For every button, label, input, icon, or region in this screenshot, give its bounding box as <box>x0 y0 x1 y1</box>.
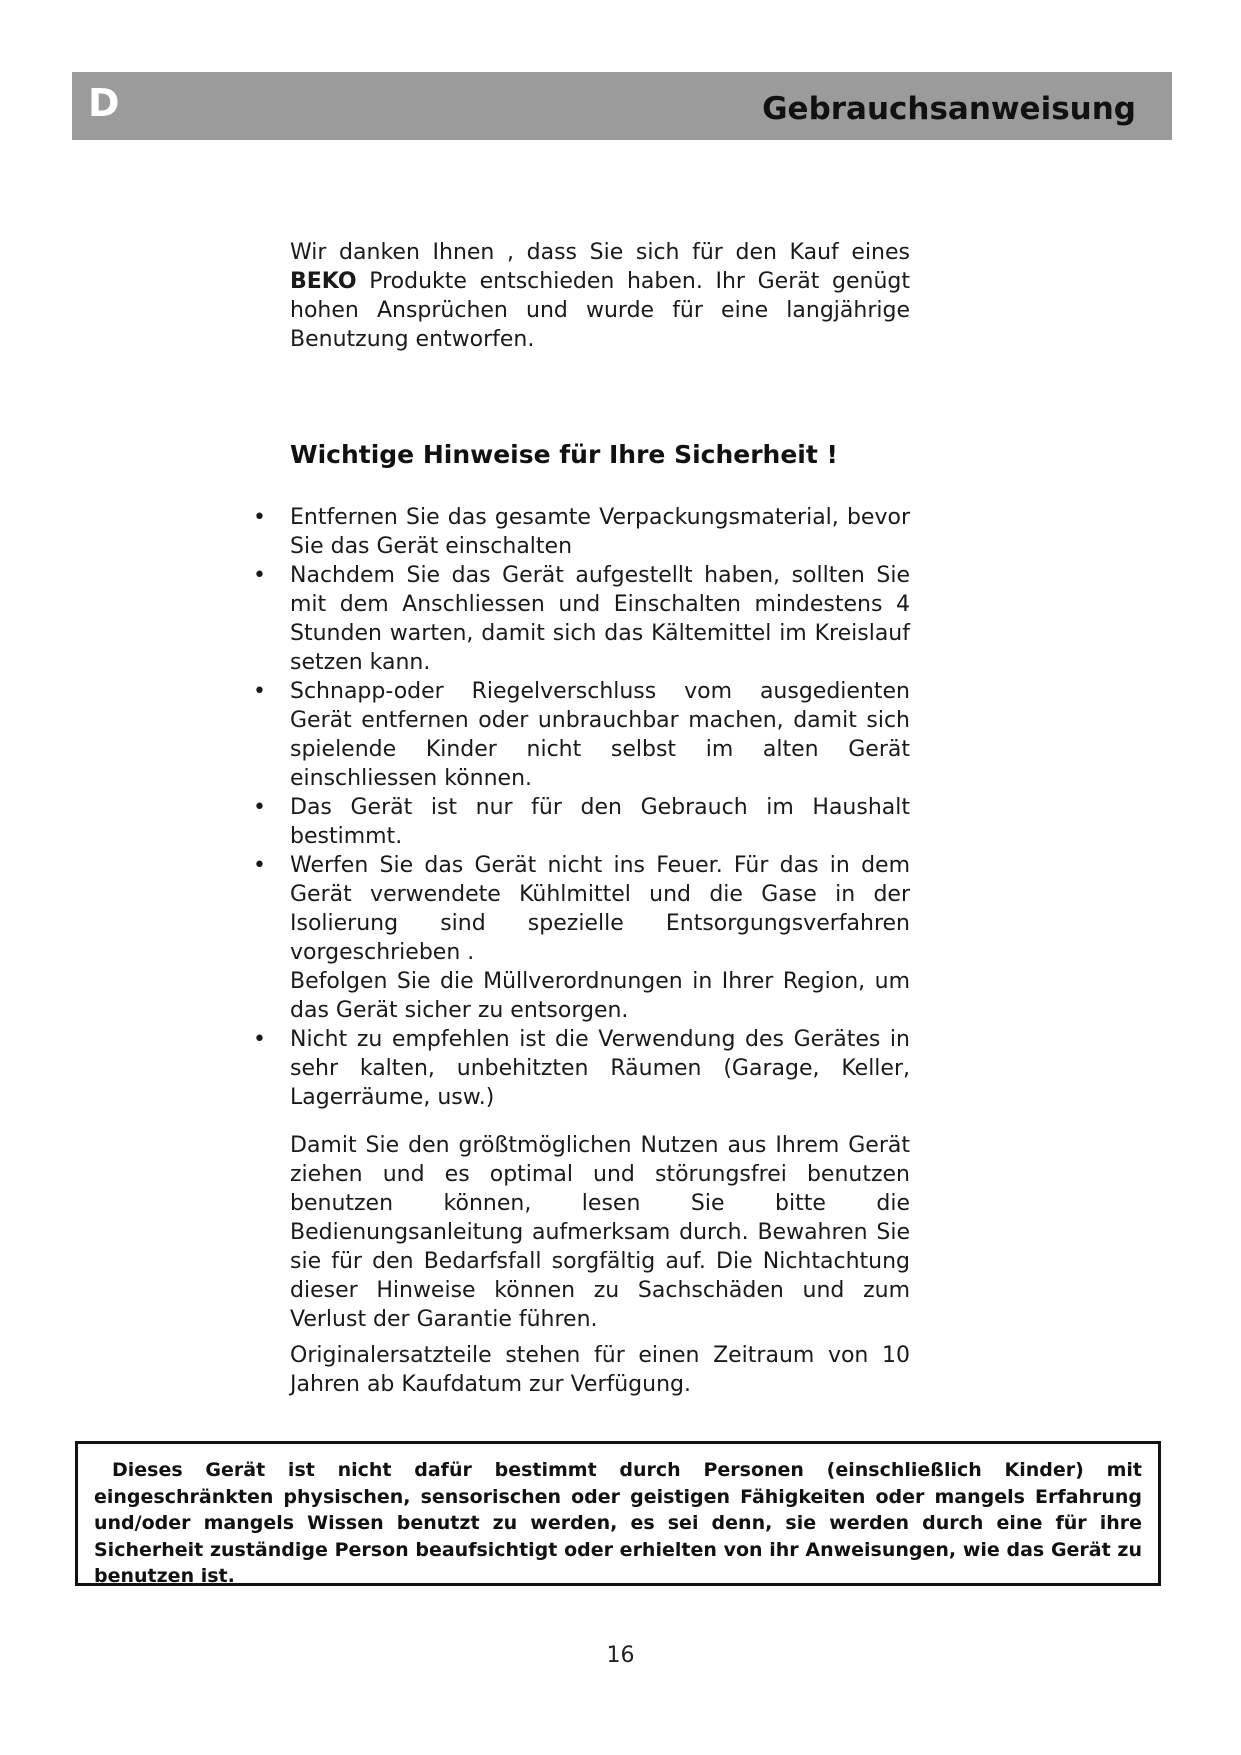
list-item-text: Das Gerät ist nur für den Gebrauch im Haushalt bestimmt. <box>290 795 910 849</box>
page-header <box>72 72 1172 140</box>
list-item <box>290 793 910 851</box>
list-item <box>290 677 910 793</box>
page-number: 16 <box>606 1643 635 1668</box>
list-item-text: Werfen Sie das Gerät nicht ins Feuer. Für das in dem Gerät verwendete Kühlmittel und die Gase in der Isolierung sind spezielle Entsorgungsverfahren vorgeschrieben . <box>290 853 910 965</box>
list-item-text: Schnapp-oder Riegelverschluss vom ausgedienten Gerät entfernen oder unbrauchbar machen, damit sich spielende Kinder nicht selbst im alten Gerät einschliessen können. <box>290 679 910 791</box>
usage-paragraph: Damit Sie den größtmöglichen Nutzen aus Ihrem Gerät ziehen und es optimal und störungsfrei benutzen benutzen können, lesen Sie bitte die Bedienungsanleitung aufmerksam durch. Bewahren Sie sie für den Bedarfsfall sorgfältig auf. Die Nichtachtung dieser Hinweise können zu Sachschäden und zum Verlust der Garantie führen. <box>290 1133 910 1332</box>
intro-text-end: Produkte entschieden haben. Ihr Gerät genügt hohen Ansprüchen und wurde für eine langjährige Benutzung entworfen. <box>290 269 910 352</box>
list-item-extra-text: Befolgen Sie die Müllverordnungen in Ihrer Region, um das Gerät sicher zu entsorgen. <box>290 969 910 1023</box>
brand-name: BEKO <box>290 269 357 294</box>
list-item <box>290 851 910 1025</box>
list-item-text: Nachdem Sie das Gerät aufgestellt haben, sollten Sie mit dem Anschliessen und Einschalten mindestens 4 Stunden warten, damit sich das Kältemittel im Kreislauf setzen kann. <box>290 563 910 675</box>
safety-notice-box: Dieses Gerät ist nicht dafür bestimmt durch Personen (einschließlich Kinder) mit eingeschränkten physischen, sensorischen oder geistigen Fähigkeiten oder mangels Erfahrung und/oder mangels Wissen benutzt zu werden, es sei denn, sie werden durch eine für ihre Sicherheit zuständige Person beaufsichtigt oder erhielten von ihr Anweisungen, wie das Gerät zu benutzen ist. <box>75 1441 1161 1586</box>
language-code: D <box>88 81 120 125</box>
spare-parts-paragraph: Originalersatzteile stehen für einen Zeitraum von 10 Jahren ab Kaufdatum zur Verfügung. <box>290 1343 910 1397</box>
document-title: Gebrauchsanweisung <box>762 91 1136 127</box>
list-item-text: Entfernen Sie das gesamte Verpackungsmaterial, bevor Sie das Gerät einschalten <box>290 505 910 559</box>
list-item <box>290 503 910 561</box>
intro-text-start: Wir danken Ihnen , dass Sie sich für den Kauf eines <box>290 240 910 265</box>
safety-list <box>290 503 910 1112</box>
safety-heading: Wichtige Hinweise für Ihre Sicherheit ! <box>290 440 838 469</box>
list-item <box>290 1025 910 1112</box>
intro-paragraph <box>290 238 910 354</box>
list-item-text: Nicht zu empfehlen ist die Verwendung des Gerätes in sehr kalten, unbehitzten Räumen (Garage, Keller, Lagerräume, usw.) <box>290 1027 910 1110</box>
list-item <box>290 561 910 677</box>
